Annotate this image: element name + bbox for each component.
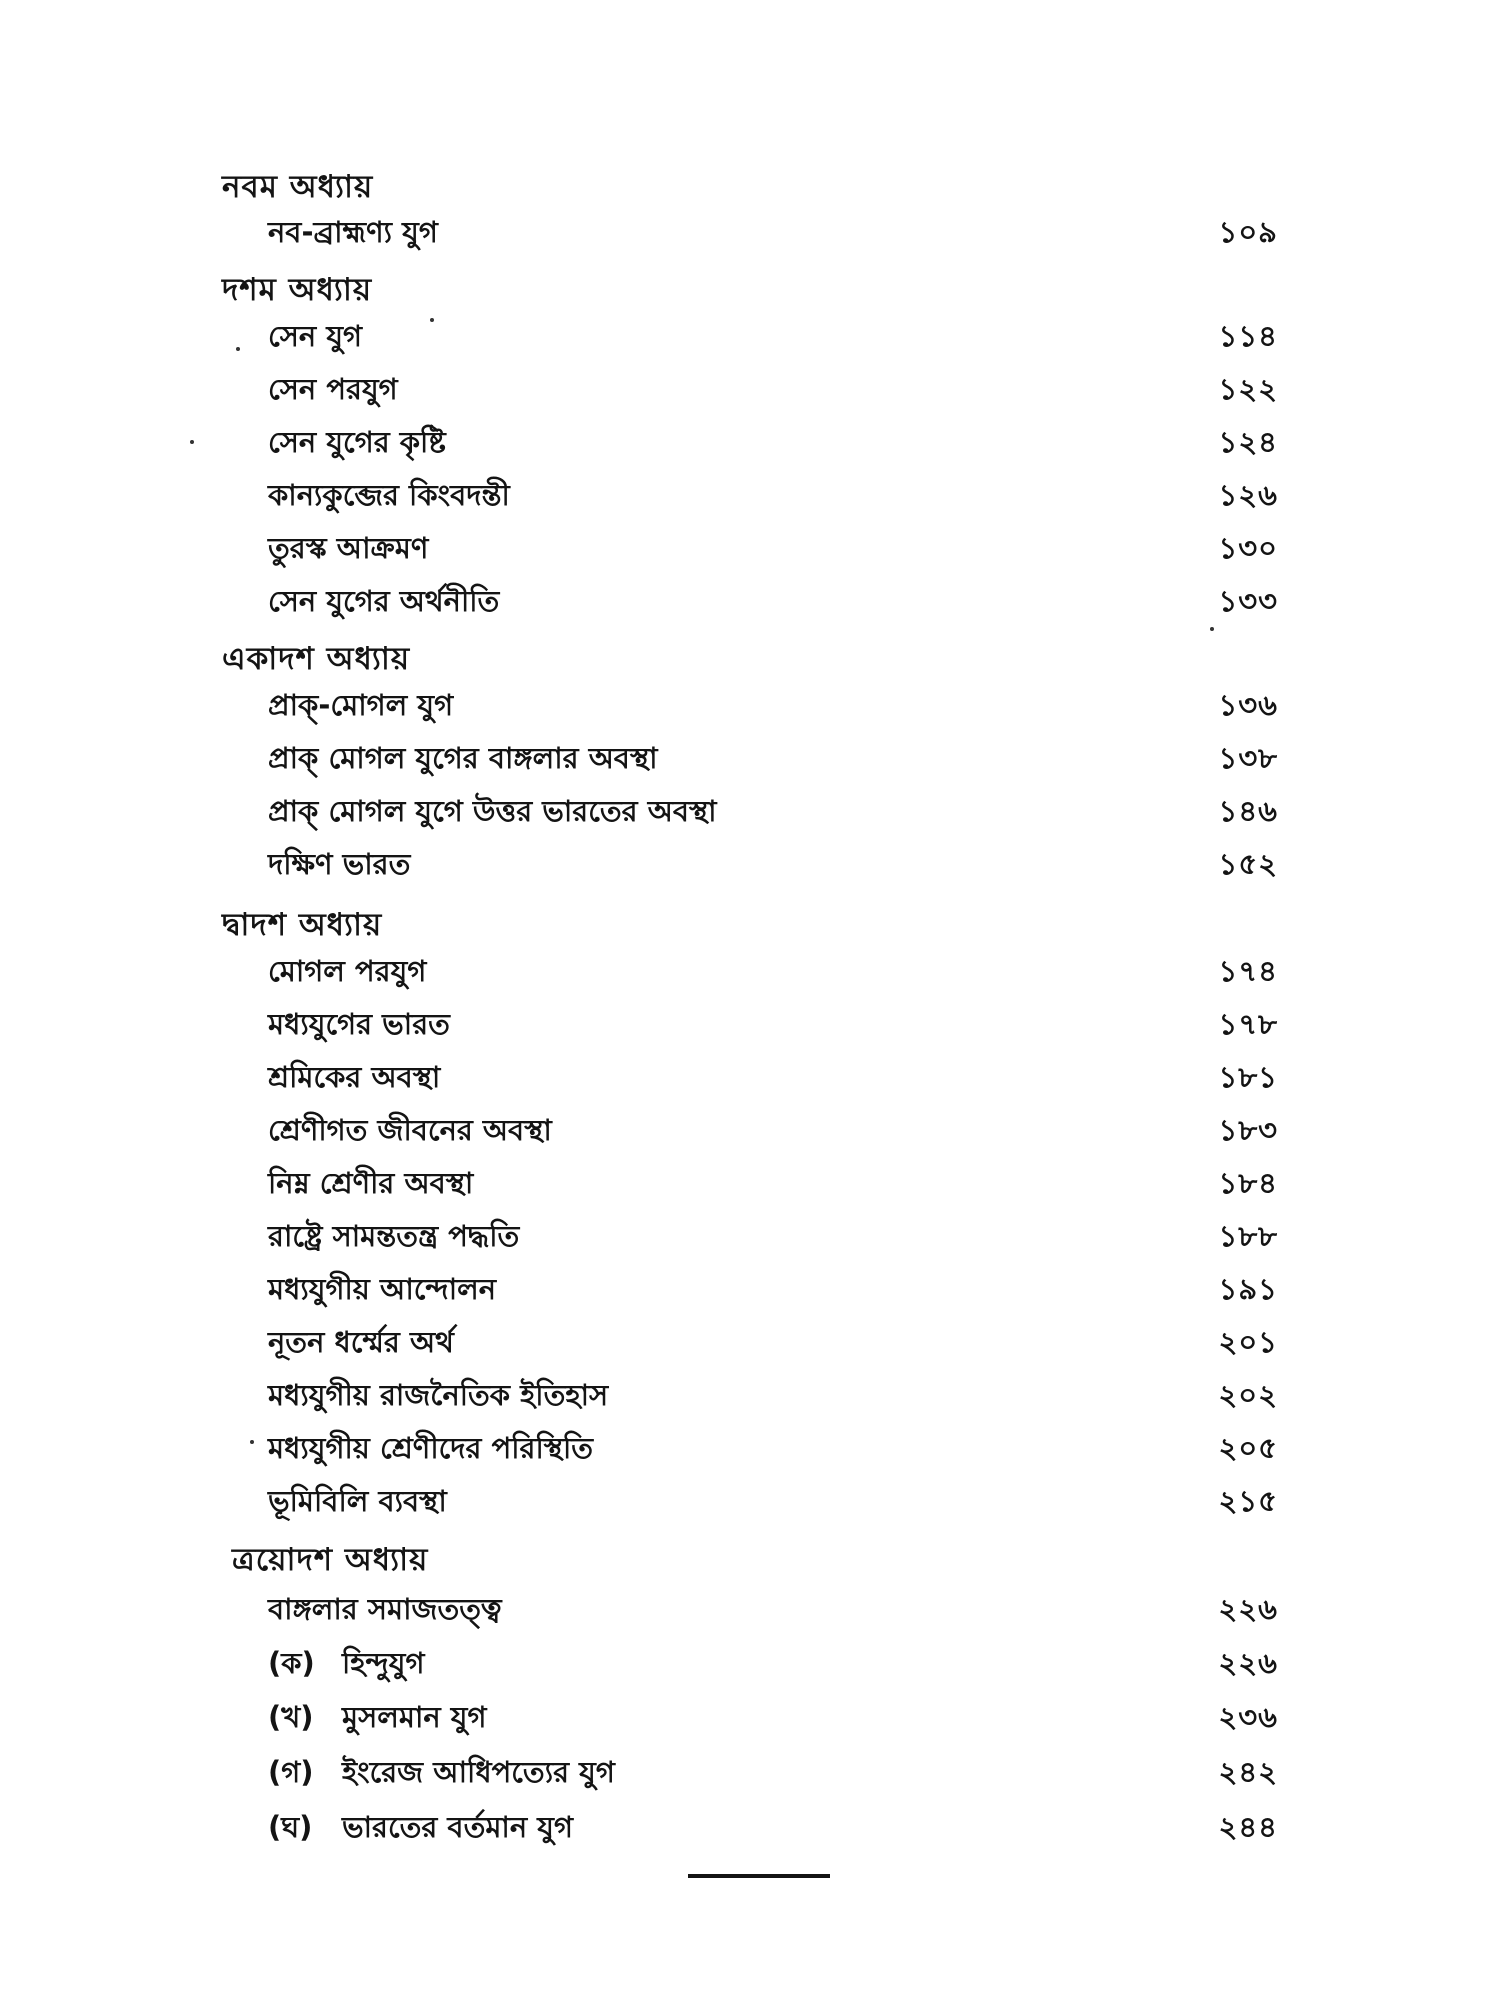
entry-title: বাঙ্গলার সমাজতত্ত্ব (268, 1591, 502, 1626)
toc-entry (268, 843, 1278, 889)
entry-title (268, 1750, 615, 1799)
entry-page-number: ১৪৬ (1218, 793, 1278, 828)
entry-page-number: ১৮৪ (1218, 1165, 1278, 1200)
entry-page-number: ১২২ (1218, 371, 1278, 406)
entry-title: নূতন ধর্ম্মের অর্থ (268, 1324, 454, 1359)
entry-page-number: ১৩০ (1218, 530, 1278, 565)
toc-entry (268, 1109, 1278, 1155)
entry-page-number: ১২৬ (1218, 477, 1278, 512)
entry-title: শ্রমিকের অবস্থা (268, 1059, 441, 1094)
entry-title: মোগল পরযুগ (268, 953, 427, 988)
entry-title: সেন যুগের কৃষ্টি (268, 424, 446, 459)
entry-page-number: ২০২ (1218, 1377, 1278, 1412)
entry-page-number: ২২৬ (1218, 1645, 1278, 1680)
toc-entry (268, 1162, 1278, 1208)
entry-marker: (ক) (268, 1645, 315, 1680)
entry-page-number: ২৩৬ (1218, 1699, 1278, 1734)
entry-page-number: ২০১ (1218, 1324, 1278, 1359)
entry-page-number: ২১৫ (1218, 1483, 1278, 1518)
toc-entry (268, 737, 1278, 783)
toc-entry (268, 950, 1278, 996)
entry-page-number: ২৪৪ (1218, 1809, 1278, 1844)
entry-title: প্রাক্ মোগল যুগে উত্তর ভারতের অবস্থা (268, 793, 717, 828)
toc-entry (268, 1806, 1278, 1852)
toc-entry (268, 1588, 1278, 1634)
toc-entry (268, 1642, 1278, 1688)
entry-page-number: ১৭৪ (1218, 953, 1278, 988)
toc-entry (268, 1374, 1278, 1420)
toc-entry (268, 1268, 1278, 1314)
entry-page-number: ১৫২ (1218, 846, 1278, 881)
entry-title: নব-ব্রাহ্মণ্য যুগ (268, 214, 438, 249)
entry-title (268, 1695, 487, 1744)
toc-entry (268, 1321, 1278, 1367)
toc-entry (268, 1696, 1278, 1742)
chapter-heading: একাদশ অধ্যায় (222, 641, 411, 677)
entry-page-number: ১৩৬ (1218, 687, 1278, 722)
toc-entry (268, 790, 1278, 836)
entry-page-number: ২০৫ (1218, 1430, 1278, 1465)
toc-entry (268, 580, 1278, 626)
entry-page-number: ১৩৩ (1218, 583, 1278, 618)
entry-title-text: ভারতের বর্তমান যুগ (342, 1809, 573, 1844)
toc-entry (268, 1056, 1278, 1102)
chapter-heading: নবম অধ্যায় (222, 169, 374, 205)
entry-title: প্রাক্-মোগল যুগ (268, 687, 454, 722)
entry-title (268, 1805, 573, 1854)
entry-title: প্রাক্ মোগল যুগের বাঙ্গলার অবস্থা (268, 740, 658, 775)
end-rule-divider (688, 1874, 830, 1878)
entry-title: সেন পরযুগ (268, 371, 398, 406)
entry-title: ভূমিবিলি ব্যবস্থা (268, 1483, 447, 1518)
toc-entry (268, 1480, 1278, 1526)
entry-title: সেন যুগের অর্থনীতি (268, 583, 500, 618)
entry-title: মধ্যযুগীয় রাজনৈতিক ইতিহাস (268, 1377, 609, 1412)
toc-entry (268, 211, 1278, 257)
chapter-heading: দশম অধ্যায় (222, 272, 373, 308)
entry-title: নিম্ন শ্রেণীর অবস্থা (268, 1165, 474, 1200)
entry-marker: (ঘ) (268, 1809, 313, 1844)
entry-title: মধ্যযুগের ভারত (268, 1006, 450, 1041)
scan-speck (430, 318, 434, 322)
entry-marker: (গ) (268, 1754, 314, 1789)
entry-page-number: ১০৯ (1218, 214, 1278, 249)
entry-title: মধ্যযুগীয় শ্রেণীদের পরিস্থিতি (268, 1430, 594, 1465)
entry-title: মধ্যযুগীয় আন্দোলন (268, 1271, 497, 1306)
toc-entry (268, 1751, 1278, 1797)
entry-page-number: ১২৪ (1218, 424, 1278, 459)
entry-page-number: ২৪২ (1218, 1754, 1278, 1789)
toc-entry (268, 474, 1278, 520)
toc-entry (268, 527, 1278, 573)
entry-page-number: ২২৬ (1218, 1591, 1278, 1626)
entry-title-text: হিন্দুযুগ (342, 1645, 425, 1680)
entry-page-number: ১৮১ (1218, 1059, 1278, 1094)
entry-marker: (খ) (268, 1699, 314, 1734)
entry-title: শ্রেণীগত জীবনের অবস্থা (268, 1112, 552, 1147)
entry-title: কান্যকুব্জের কিংবদন্তী (268, 477, 510, 512)
toc-entry (268, 421, 1278, 467)
scan-speck (236, 347, 240, 351)
chapter-heading: দ্বাদশ অধ্যায় (222, 907, 383, 943)
toc-entry (268, 368, 1278, 414)
entry-page-number: ১৯১ (1218, 1271, 1278, 1306)
entry-page-number: ১৮৩ (1218, 1112, 1278, 1147)
toc-entry (268, 1003, 1278, 1049)
scan-speck (1210, 627, 1214, 631)
toc-entry (268, 1427, 1278, 1473)
toc-entry (268, 1215, 1278, 1261)
scan-speck (250, 1440, 254, 1444)
toc-entry (268, 315, 1278, 361)
entry-title: সেন যুগ (268, 318, 363, 353)
scan-speck (190, 440, 194, 444)
entry-page-number: ১১৪ (1218, 318, 1278, 353)
entry-page-number: ১৩৮ (1218, 740, 1278, 775)
entry-title: তুরস্ক আক্রমণ (268, 530, 429, 565)
entry-title (268, 1641, 425, 1690)
chapter-heading: ত্রয়োদশ অধ্যায় (232, 1542, 429, 1578)
entry-page-number: ১৭৮ (1218, 1006, 1278, 1041)
toc-entry (268, 684, 1278, 730)
entry-title-text: মুসলমান যুগ (342, 1699, 487, 1734)
entry-title: রাষ্ট্রে সামন্ততন্ত্র পদ্ধতি (268, 1218, 520, 1253)
entry-title-text: ইংরেজ আধিপত্যের যুগ (342, 1754, 615, 1789)
entry-page-number: ১৮৮ (1218, 1218, 1278, 1253)
entry-title: দক্ষিণ ভারত (268, 846, 411, 881)
